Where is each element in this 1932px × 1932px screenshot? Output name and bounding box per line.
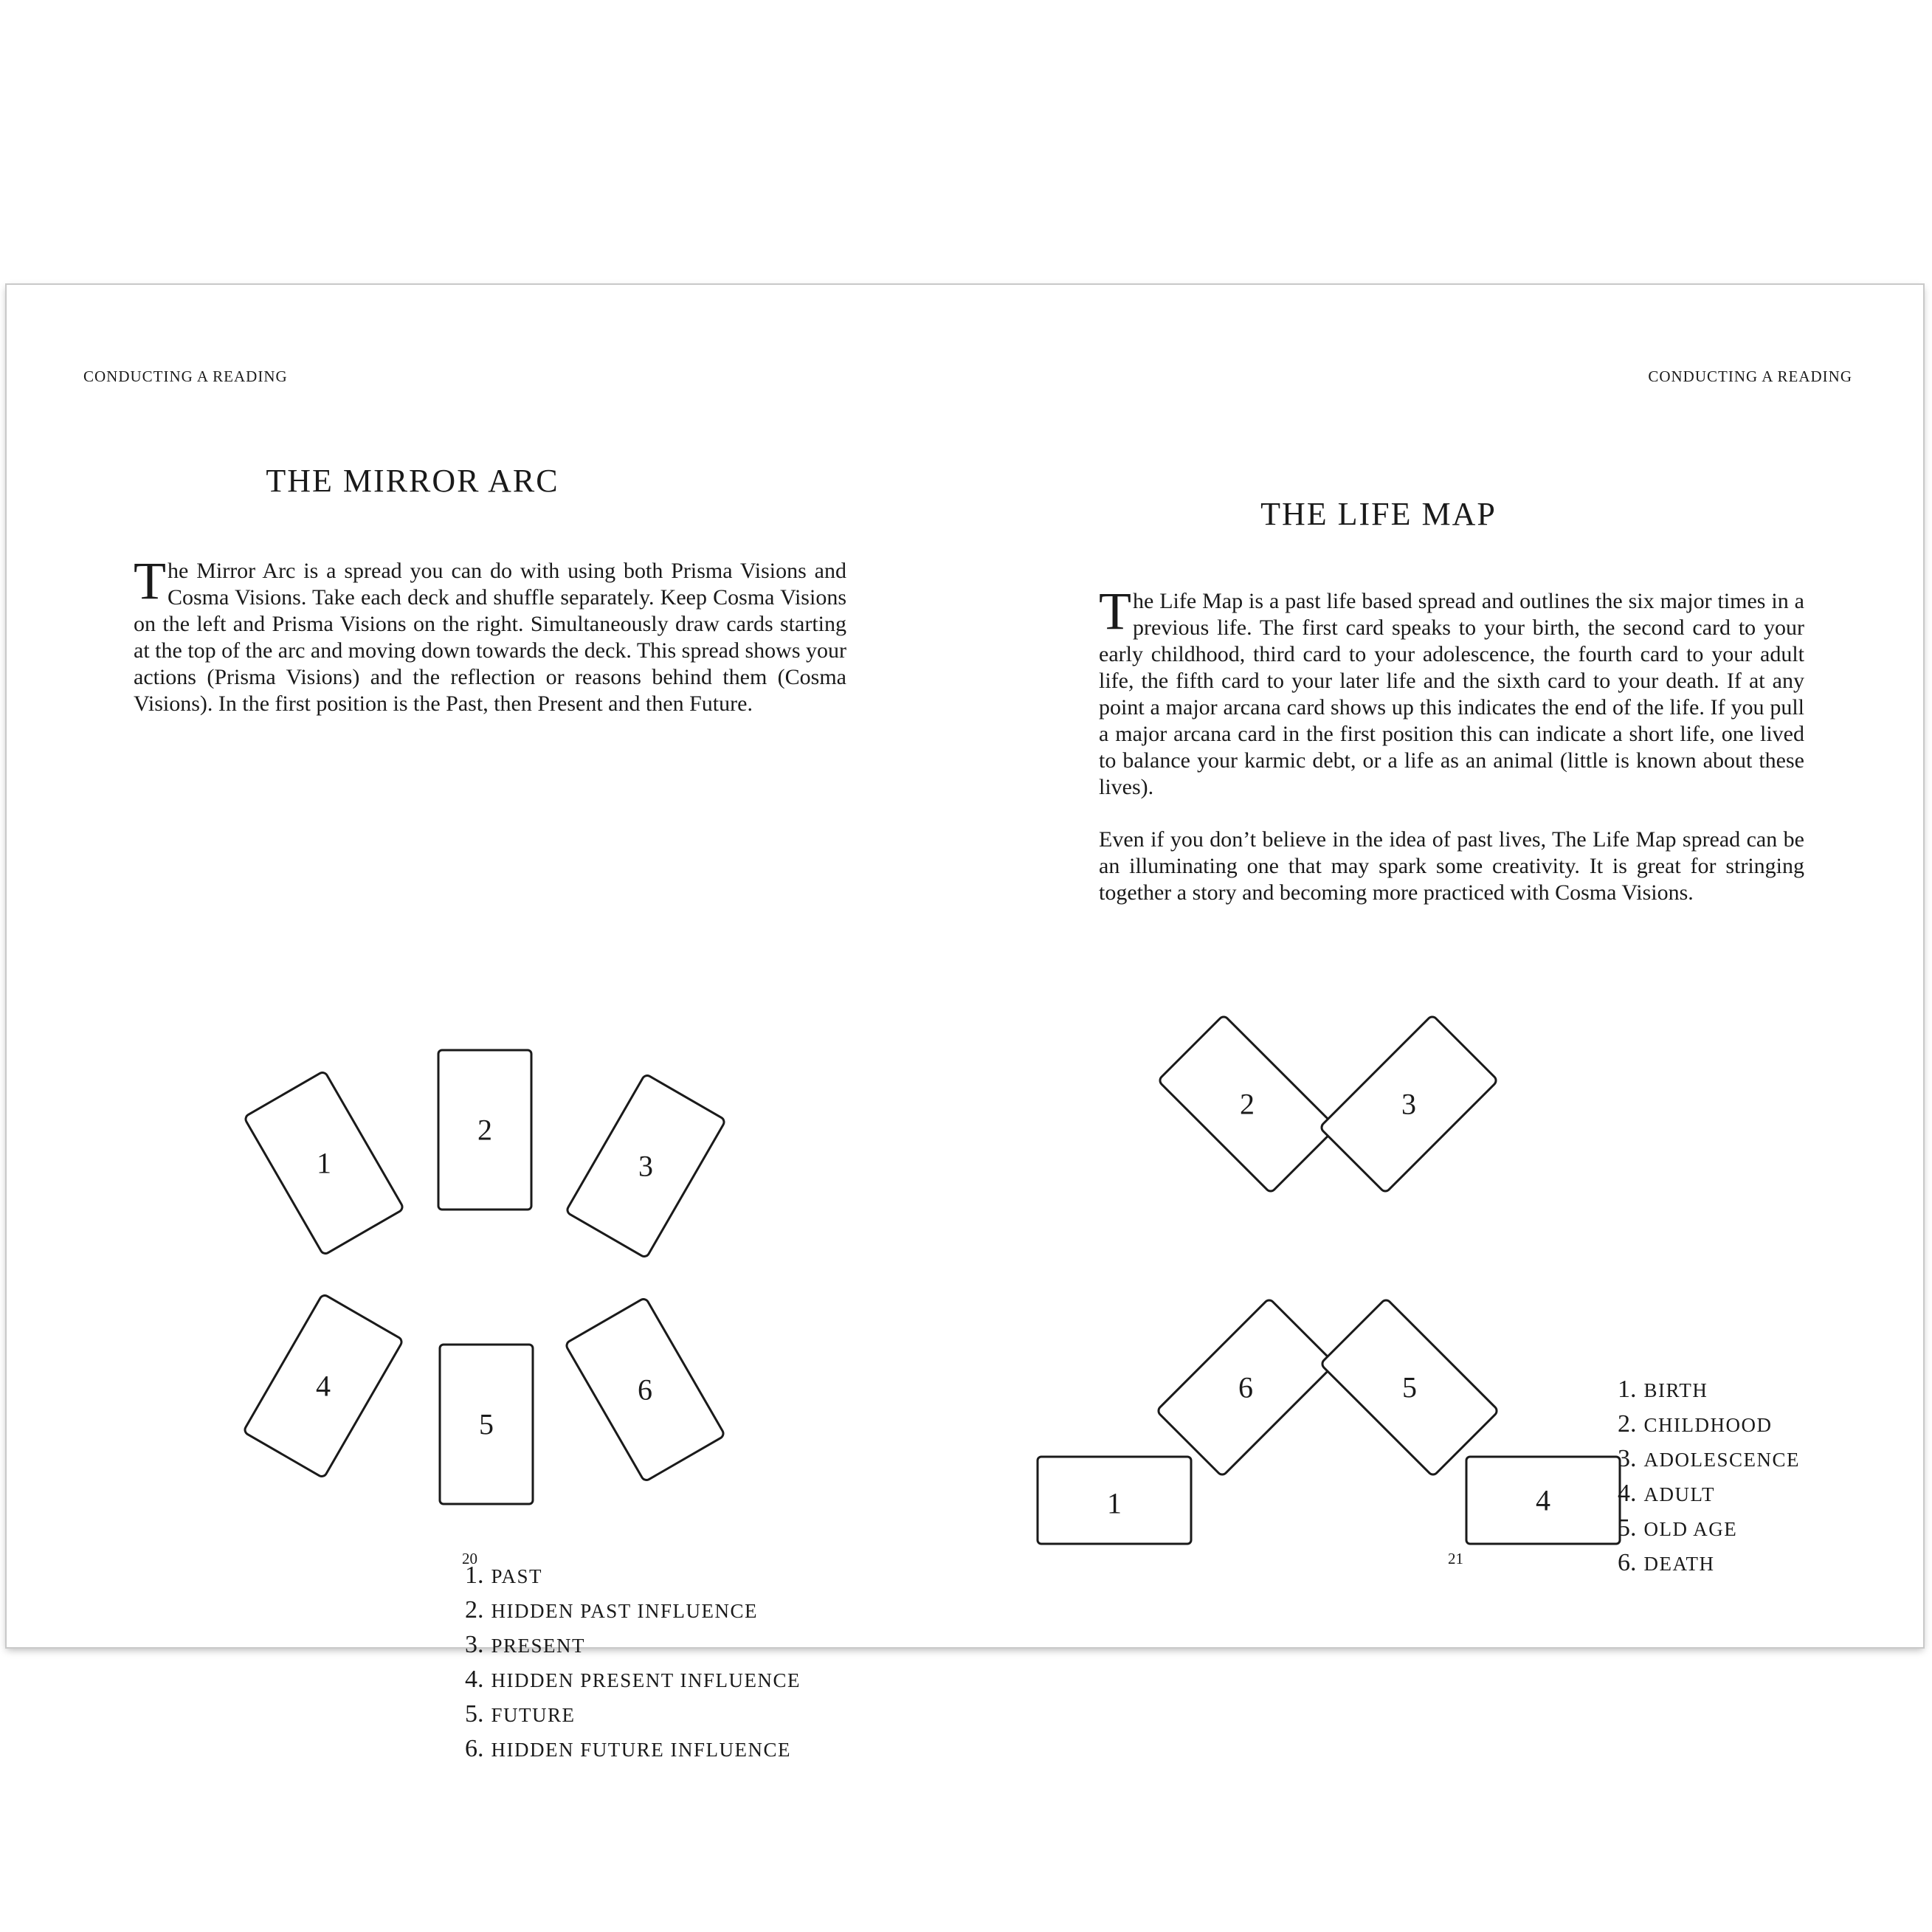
legend-item: [465, 1735, 801, 1770]
legend-item: [465, 1666, 801, 1700]
legend-label: DEATH: [1643, 1553, 1715, 1575]
legend-number: 6.: [465, 1735, 484, 1762]
spread-card-6: [565, 1297, 725, 1482]
drop-cap: T: [134, 551, 166, 610]
legend-label: PRESENT: [491, 1635, 586, 1657]
page-number: 21: [1448, 1550, 1463, 1567]
legend-label: PAST: [491, 1565, 543, 1587]
legend-label: OLD AGE: [1643, 1518, 1738, 1540]
legend-item: [1618, 1549, 1800, 1584]
body-text: he Mirror Arc is a spread you can do with using both Prisma Visions and Cosma Visions. Take each deck and shuffle separately. Keep Cosma Visions on the left and Prisma Visions on the right. Simultaneously draw cards starting at the top of the arc and moving down towards the deck. This spread shows your actions (Prisma Visions) and the reflection or reasons behind them (Cosma Visions). In the first position is the Past, then Present and then Future.: [134, 559, 846, 716]
legend-number: 2.: [465, 1596, 484, 1624]
running-head: CONDUCTING A READING: [1648, 368, 1852, 385]
legend-label: BIRTH: [1643, 1379, 1708, 1401]
legend-number: 2.: [1618, 1410, 1637, 1438]
legend-number: 3.: [1618, 1445, 1637, 1472]
legend-number: 1.: [465, 1562, 484, 1589]
spread-card-2: [438, 1050, 531, 1210]
position-legend: [1618, 1376, 1800, 1584]
spread-card-6: [1156, 1298, 1335, 1477]
card-number: 5: [1402, 1370, 1417, 1404]
legend-label: CHILDHOOD: [1643, 1414, 1773, 1436]
card-number: 3: [1401, 1087, 1416, 1121]
spread-card-1: [244, 1071, 404, 1255]
legend-label: HIDDEN FUTURE INFLUENCE: [491, 1739, 791, 1761]
legend-item: [1618, 1514, 1800, 1549]
spread-card-5: [440, 1345, 533, 1504]
legend-item: [1618, 1480, 1800, 1514]
legend-item: [465, 1596, 801, 1631]
drop-cap: T: [1099, 582, 1131, 641]
legend-item: [1618, 1376, 1800, 1410]
legend-label: ADOLESCENCE: [1643, 1449, 1800, 1471]
card-number: 4: [1536, 1483, 1550, 1517]
legend-label: HIDDEN PAST INFLUENCE: [491, 1600, 759, 1622]
card-number: 4: [316, 1369, 331, 1403]
spread-card-1: [1038, 1457, 1191, 1544]
legend-number: 3.: [465, 1631, 484, 1658]
spread-card-5: [1320, 1298, 1499, 1477]
legend-item: [465, 1631, 801, 1666]
spread-card-3: [1319, 1015, 1498, 1193]
legend-number: 1.: [1618, 1376, 1637, 1403]
page-title: THE LIFE MAP: [1260, 496, 1497, 532]
legend-number: 4.: [1618, 1480, 1637, 1507]
body-paragraph: Even if you don’t believe in the idea of past lives, The Life Map spread can be an illuminating one that may spark some creativity. It is great for stringing together a story and becoming more practiced with Cosma Visions.: [1099, 827, 1804, 905]
legend-item: [465, 1700, 801, 1735]
card-number: 5: [479, 1407, 494, 1441]
card-number: 1: [1107, 1486, 1122, 1520]
body-text: he Life Map is a past life based spread and outlines the six major times in a previous life. The first card speaks to your birth, the second card to your early childhood, third card to your adolescence, the fourth card to your adult life, the fifth card to your later life and the sixth card to your death. If at any point a major arcana card shows up this indicates the end of the life. If you pull a major arcana card in the first position this can indicate a short life, one lived to balance your karmic debt, or a life as an animal (little is known about these lives).: [1099, 589, 1804, 799]
legend-item: [1618, 1410, 1800, 1445]
spread-card-4: [243, 1294, 403, 1478]
card-number: 3: [638, 1149, 653, 1183]
legend-label: FUTURE: [491, 1704, 576, 1726]
right-page: [965, 285, 1923, 1647]
position-legend: [465, 1562, 801, 1770]
legend-number: 6.: [1618, 1549, 1637, 1576]
legend-number: 4.: [465, 1666, 484, 1693]
card-number: 6: [1238, 1370, 1253, 1404]
mirror-arc-diagram: [7, 285, 965, 1647]
legend-label: HIDDEN PRESENT INFLUENCE: [491, 1669, 801, 1691]
page-number: 20: [462, 1550, 477, 1567]
spread-card-3: [565, 1074, 725, 1258]
legend-label: ADULT: [1643, 1483, 1716, 1505]
left-page: [7, 285, 965, 1762]
card-number: 6: [638, 1373, 652, 1407]
spread-card-4: [1466, 1457, 1620, 1544]
card-number: 2: [477, 1113, 492, 1147]
legend-item: [465, 1562, 801, 1596]
book-spread: [7, 285, 1923, 1762]
legend-number: 5.: [1618, 1514, 1637, 1542]
legend-number: 5.: [465, 1700, 484, 1728]
card-number: 1: [317, 1146, 331, 1180]
running-head: CONDUCTING A READING: [83, 368, 288, 385]
page-title: THE MIRROR ARC: [266, 463, 559, 499]
legend-item: [1618, 1445, 1800, 1480]
card-number: 2: [1240, 1087, 1255, 1121]
spread-card-2: [1158, 1015, 1336, 1193]
